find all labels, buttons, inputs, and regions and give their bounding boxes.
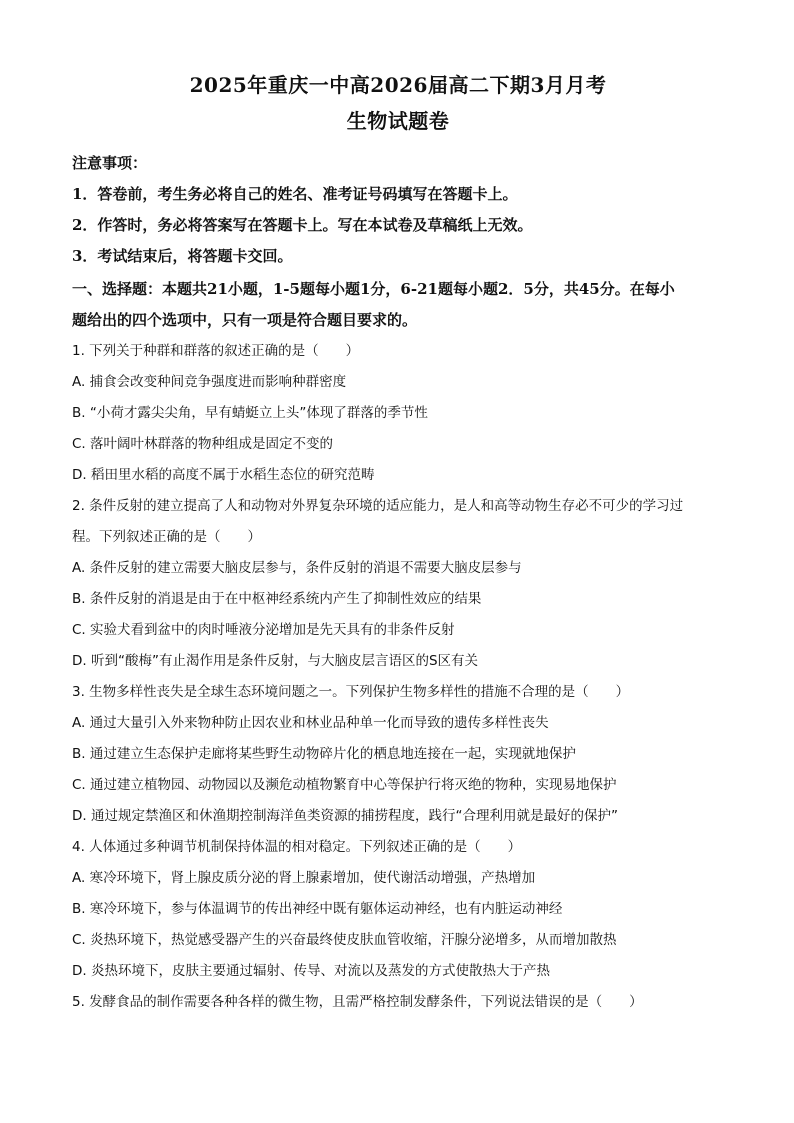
- question-1: [72, 336, 724, 491]
- option-d: D. 通过规定禁渔区和休渔期控制海洋鱼类资源的捕捞程度，践行“合理利用就是最好的保护”: [72, 808, 618, 824]
- option-b: B. 寒冷环境下，参与体温调节的传出神经中既有躯体运动神经，也有内脏运动神经: [72, 901, 563, 917]
- notice-heading: 注意事项：: [72, 154, 148, 172]
- question-4: [72, 832, 724, 987]
- question-5: [72, 987, 724, 1018]
- notice-item: 1．答卷前，考生务必将自己的姓名、准考证号码填写在答题卡上。: [72, 185, 518, 203]
- question-stem: 4. 人体通过多种调节机制保持体温的相对稳定。下列叙述正确的是（ ）: [72, 839, 522, 855]
- option-c: C. 落叶阔叶林群落的物种组成是固定不变的: [72, 436, 334, 452]
- question-stem: 5. 发酵食品的制作需要各种各样的微生物，且需严格控制发酵条件，下列说法错误的是（ ）: [72, 994, 643, 1010]
- option-a: A. 通过大量引入外来物种防止因农业和林业品种单一化而导致的遗传多样性丧失: [72, 715, 549, 731]
- option-d: D. 听到“酸梅”有止渴作用是条件反射，与大脑皮层言语区的S区有关: [72, 653, 479, 669]
- option-b: B. “小荷才露尖尖角，早有蜻蜓立上头”体现了群落的季节性: [72, 405, 428, 421]
- question-stem: 3. 生物多样性丧失是全球生态环境问题之一。下列保护生物多样性的措施不合理的是（ ）: [72, 684, 630, 700]
- option-a: A. 条件反射的建立需要大脑皮层参与，条件反射的消退不需要大脑皮层参与: [72, 560, 522, 576]
- page-title: 2025年重庆一中高2026届高二下期3月月考: [189, 73, 607, 97]
- notice-item: 3．考试结束后，将答题卡交回。: [72, 247, 293, 265]
- option-b: B. 条件反射的消退是由于在中枢神经系统内产生了抑制性效应的结果: [72, 591, 482, 607]
- question-2: [72, 491, 724, 677]
- question-stem-continued: 程。下列叙述正确的是（ ）: [72, 529, 261, 545]
- notice-item: 2．作答时，务必将答案写在答题卡上。写在本试卷及草稿纸上无效。: [72, 216, 533, 234]
- option-c: C. 通过建立植物园、动物园以及濒危动植物繁育中心等保护行将灭绝的物种，实现易地保护: [72, 777, 617, 793]
- option-c: C. 炎热环境下，热觉感受器产生的兴奋最终使皮肤血管收缩，汗腺分泌增多，从而增加散热: [72, 932, 617, 948]
- question-3: [72, 677, 724, 832]
- page-subtitle: 生物试题卷: [346, 109, 450, 133]
- option-a: A. 寒冷环境下，肾上腺皮质分泌的肾上腺素增加，使代谢活动增强，产热增加: [72, 870, 536, 886]
- section-heading-line: 题给出的四个选项中，只有一项是符合题目要求的。: [72, 311, 418, 329]
- section-heading-line: 一、选择题：本题共21小题，1-5题每小题1分，6-21题每小题2．5分，共45分。在每小: [72, 280, 675, 298]
- option-c: C. 实验犬看到盆中的肉时唾液分泌增加是先天具有的非条件反射: [72, 622, 455, 638]
- question-stem: 1. 下列关于种群和群落的叙述正确的是（ ）: [72, 343, 360, 359]
- option-d: D. 稻田里水稻的高度不属于水稻生态位的研究范畴: [72, 467, 375, 483]
- section-heading: [72, 274, 724, 336]
- option-b: B. 通过建立生态保护走廊将某些野生动物碎片化的栖息地连接在一起，实现就地保护: [72, 746, 576, 762]
- option-d: D. 炎热环境下，皮肤主要通过辐射、传导、对流以及蒸发的方式使散热大于产热: [72, 963, 550, 979]
- option-a: A. 捕食会改变种间竞争强度进而影响种群密度: [72, 374, 347, 390]
- question-stem: 2. 条件反射的建立提高了人和动物对外界复杂环境的适应能力，是人和高等动物生存必不可少的学习过: [72, 498, 684, 514]
- notice-block: [72, 148, 724, 272]
